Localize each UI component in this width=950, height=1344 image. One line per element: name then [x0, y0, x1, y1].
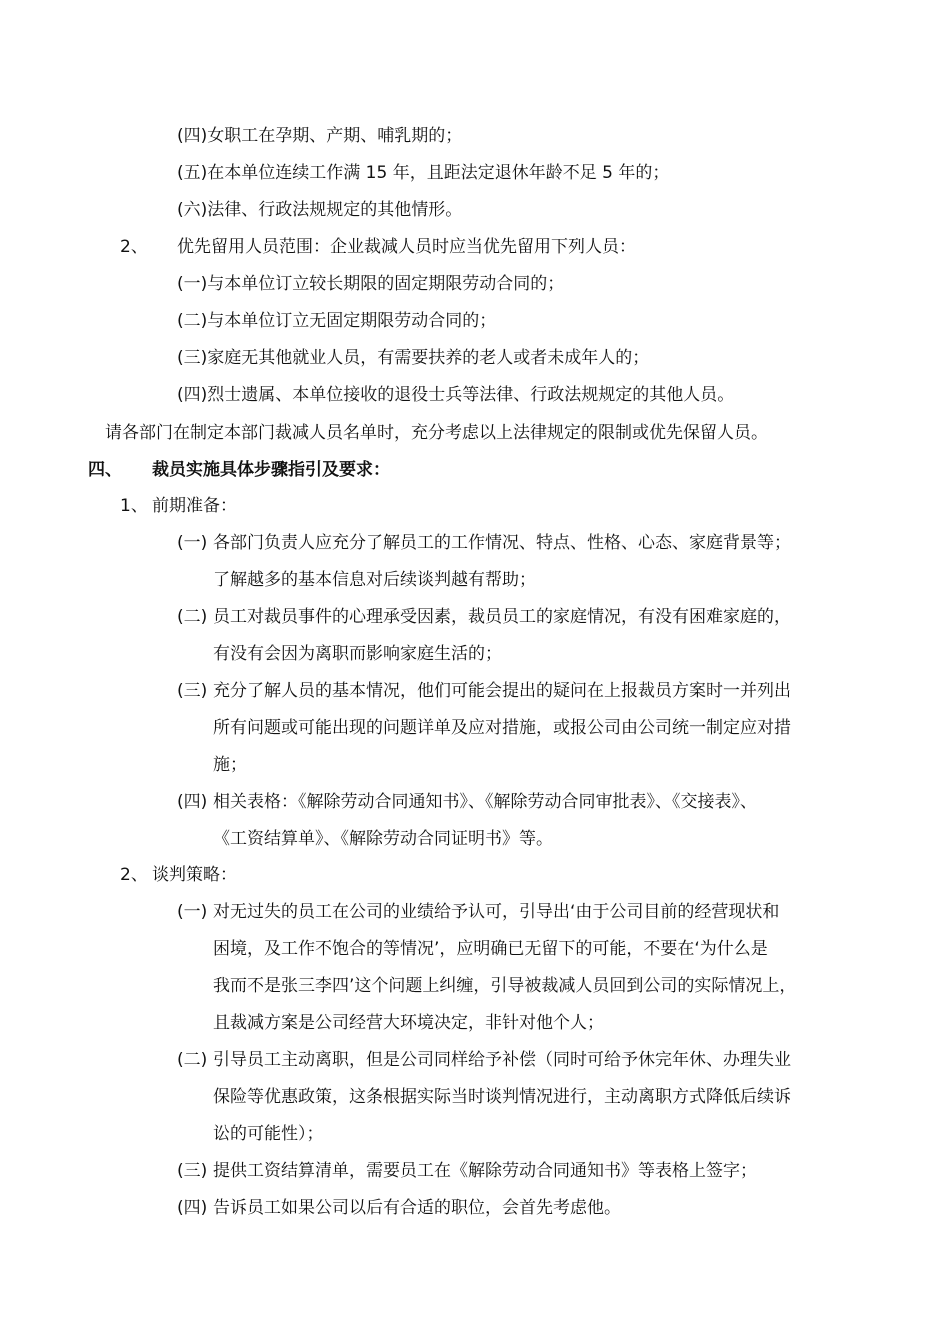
item-text: 告诉员工如果公司以后有合适的职位，会首先考虑他。: [213, 1198, 621, 1218]
list-item: (六)法律、行政法规规定的其他情形。: [177, 200, 463, 220]
list-item: (一)与本单位订立较长期限的固定期限劳动合同的；: [177, 274, 565, 294]
list-item: (三)家庭无其他就业人员，有需要扶养的老人或者未成年人的；: [177, 348, 650, 368]
list-item: (四)女职工在孕期、产期、哺乳期的；: [177, 126, 463, 146]
item-text: 了解越多的基本信息对后续谈判越有帮助；: [213, 570, 536, 590]
item-text: 引导员工主动离职，但是公司同样给予补偿（同时可给予休完年休、办理失业: [213, 1050, 791, 1070]
item-text: 有没有会因为离职而影响家庭生活的；: [213, 644, 502, 664]
list-item: (四)烈士遗属、本单位接收的退役士兵等法律、行政法规规定的其他人员。: [177, 385, 735, 405]
list-number: 2、: [120, 237, 148, 257]
item-text: 充分了解人员的基本情况，他们可能会提出的疑问在上报裁员方案时一并列出: [213, 681, 791, 701]
item-label: (三): [177, 1161, 208, 1181]
item-text: 施；: [213, 755, 247, 775]
item-text: 讼的可能性）；: [213, 1124, 324, 1144]
note-paragraph: 请各部门在制定本部门裁减人员名单时，充分考虑以上法律规定的限制或优先保留人员。: [105, 423, 768, 443]
section-number: 四、: [88, 460, 122, 480]
list-number: 2、: [120, 865, 148, 885]
item-text: 相关表格：《解除劳动合同通知书》、《解除劳动合同审批表》、《交接表》、: [213, 792, 757, 812]
item-label: (一): [177, 902, 208, 922]
item-text: 困境，及工作不饱合的等情况’，应明确已无留下的可能，不要在‘为什么是: [213, 939, 768, 959]
list-item: (二)与本单位订立无固定期限劳动合同的；: [177, 311, 497, 331]
item-text: 我而不是张三李四’这个问题上纠缠，引导被裁减人员回到公司的实际情况上，: [213, 976, 797, 996]
item-label: (二): [177, 607, 208, 627]
list-item-heading: 优先留用人员范围：企业裁减人员时应当优先留用下列人员：: [177, 237, 636, 257]
item-text: 提供工资结算清单，需要员工在《解除劳动合同通知书》等表格上签字；: [213, 1161, 757, 1181]
list-number: 1、: [120, 496, 148, 516]
item-text: 各部门负责人应充分了解员工的工作情况、特点、性格、心态、家庭背景等；: [213, 533, 791, 553]
item-text: 所有问题或可能出现的问题详单及应对措施，或报公司由公司统一制定应对措: [213, 718, 791, 738]
item-text: 《工资结算单》、《解除劳动合同证明书》等。: [213, 829, 553, 849]
subsection-title: 前期准备：: [152, 496, 237, 516]
subsection-title: 谈判策略：: [152, 865, 237, 885]
list-item: (五)在本单位连续工作满 15 年，且距法定退休年龄不足 5 年的；: [177, 163, 670, 183]
item-text: 且裁减方案是公司经营大环境决定，非针对他个人；: [213, 1013, 604, 1033]
item-label: (一): [177, 533, 208, 553]
item-label: (二): [177, 1050, 208, 1070]
item-text: 对无过失的员工在公司的业绩给予认可，引导出‘由于公司目前的经营现状和: [213, 902, 780, 922]
item-label: (三): [177, 681, 208, 701]
item-text: 保险等优惠政策，这条根据实际当时谈判情况进行，主动离职方式降低后续诉: [213, 1087, 791, 1107]
section-title: 裁员实施具体步骤指引及要求：: [152, 460, 390, 480]
item-text: 员工对裁员事件的心理承受因素，裁员员工的家庭情况，有没有困难家庭的，: [213, 607, 791, 627]
item-label: (四): [177, 1198, 208, 1218]
item-label: (四): [177, 792, 208, 812]
